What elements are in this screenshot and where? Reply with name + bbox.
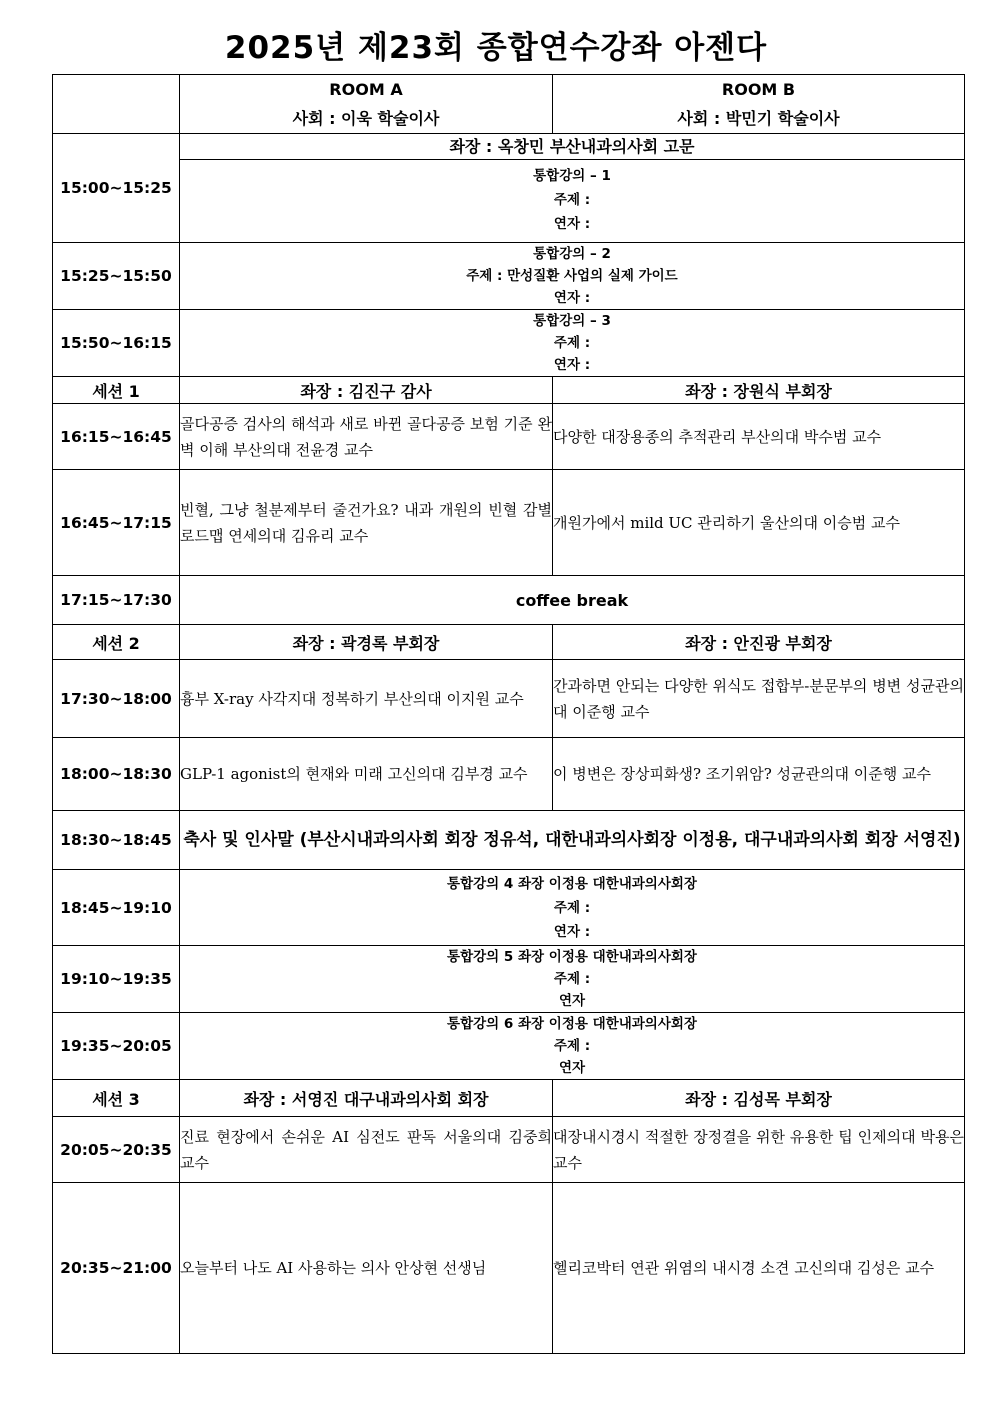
plenary-lecture-6 [180,1013,965,1080]
table-row [53,1183,965,1354]
session-label: 세션 3 [53,1080,180,1117]
session-label: 세션 1 [53,377,180,404]
time-cell: 19:35~20:05 [53,1013,180,1080]
room-b-mc: 사회 : 박민기 학술이사 [677,109,840,128]
plenary-lecture-2 [180,243,965,310]
time-cell: 17:30~18:00 [53,660,180,738]
session-header-row [53,377,965,404]
lecture-title: 통합강의 5 좌장 이정용 대한내과의사회장 [447,949,697,965]
congratulatory-remarks: 축사 및 인사말 (부산시내과의사회 회장 정유석, 대한내과의사회장 이정용, 대구내과의사회 회장 서영진) [180,811,965,870]
table-row [53,738,965,811]
header-blank-cell [53,75,180,134]
talk-room-b: 개원가에서 mild UC 관리하기 울산의대 이승범 교수 [553,470,965,576]
room-a-mc: 사회 : 이욱 학술이사 [292,109,440,128]
table-row [53,870,965,946]
plenary-lecture-5 [180,946,965,1013]
table-row [53,134,965,243]
lecture-speaker: 연자 : [553,357,591,373]
session-label: 세션 2 [53,625,180,660]
talk-room-a: GLP-1 agonist의 현재와 미래 고신의대 김부경 교수 [180,738,553,811]
table-row [53,811,965,870]
time-cell: 18:30~18:45 [53,811,180,870]
room-a-header [180,75,553,134]
session-header-row [53,1080,965,1117]
table-row [53,470,965,576]
room-b-header [553,75,965,134]
lecture-topic: 주제 : [553,192,591,208]
session-chair-b: 좌장 : 안진광 부회장 [553,625,965,660]
plenary-lecture-4 [180,870,965,946]
time-cell: 15:25~15:50 [53,243,180,310]
time-cell: 18:45~19:10 [53,870,180,946]
lecture-speaker: 연자 [558,993,586,1009]
time-cell: 20:35~21:00 [53,1183,180,1354]
lecture-topic: 주제 : [553,899,591,916]
talk-room-a: 흉부 X-ray 사각지대 정복하기 부산의대 이지원 교수 [180,660,553,738]
time-cell: 15:00~15:25 [53,134,180,243]
lecture-title: 통합강의 – 2 [533,246,611,262]
talk-room-a: 진료 현장에서 손쉬운 AI 심전도 판독 서울의대 김중희 교수 [180,1117,553,1183]
lecture-title: 통합강의 4 좌장 이정용 대한내과의사회장 [447,875,697,892]
session-chair-a: 좌장 : 서영진 대구내과의사회 회장 [180,1080,553,1117]
lecture-title: 통합강의 – 1 [533,168,611,184]
room-a-name: ROOM A [329,80,403,99]
time-cell: 18:00~18:30 [53,738,180,811]
time-cell: 17:15~17:30 [53,576,180,625]
room-header-row [53,75,965,134]
room-b-name: ROOM B [721,80,796,99]
table-row [53,404,965,470]
session-chair-a: 좌장 : 김진구 감사 [180,377,553,404]
break-row [53,576,965,625]
talk-room-a: 골다공증 검사의 해석과 새로 바뀐 골다공증 보험 기준 완벽 이해 부산의대 전윤경 교수 [180,404,553,470]
agenda-table [52,74,965,1354]
talk-room-a: 오늘부터 나도 AI 사용하는 의사 안상현 선생님 [180,1183,553,1354]
table-row [53,310,965,377]
time-cell: 16:15~16:45 [53,404,180,470]
plenary-lecture-3 [180,310,965,377]
time-cell: 15:50~16:15 [53,310,180,377]
session-chair-b: 좌장 : 장원식 부회장 [553,377,965,404]
time-cell: 16:45~17:15 [53,470,180,576]
table-row [53,660,965,738]
lecture-speaker: 연자 : [553,290,591,306]
lecture-topic: 주제 : [553,1038,591,1054]
plenary-lecture-1 [180,134,965,243]
coffee-break: coffee break [180,576,965,625]
talk-room-b: 간과하면 안되는 다양한 위식도 접합부-분문부의 병변 성균관의대 이준행 교수 [553,660,965,738]
lecture-speaker: 연자 : [553,216,591,232]
talk-room-b: 다양한 대장용종의 추적관리 부산의대 박수범 교수 [553,404,965,470]
lecture-title: 통합강의 6 좌장 이정용 대한내과의사회장 [447,1016,697,1032]
time-cell: 20:05~20:35 [53,1117,180,1183]
time-cell: 19:10~19:35 [53,946,180,1013]
lecture-topic: 주제 : [553,971,591,987]
talk-room-b: 이 병변은 장상피화생? 조기위암? 성균관의대 이준행 교수 [553,738,965,811]
talk-room-b: 헬리코박터 연관 위염의 내시경 소견 고신의대 김성은 교수 [553,1183,965,1354]
page-title: 2025년 제23회 종합연수강좌 아젠다 [224,30,768,66]
lecture-title: 통합강의 – 3 [533,313,611,329]
lecture-topic: 주제 : [553,335,591,351]
table-row [53,946,965,1013]
table-row [53,243,965,310]
session-chair-a: 좌장 : 곽경록 부회장 [180,625,553,660]
talk-room-a: 빈혈, 그냥 철분제부터 줄건가요? 내과 개원의 빈혈 감별 로드맵 연세의대 김유리 교수 [180,470,553,576]
lecture-topic: 주제 : 만성질환 사업의 실제 가이드 [466,268,678,284]
table-row [53,1117,965,1183]
session-header-row [53,625,965,660]
lecture-speaker: 연자 [558,1060,586,1076]
session-chair-b: 좌장 : 김성목 부회장 [553,1080,965,1117]
talk-room-b: 대장내시경시 적절한 장정결을 위한 유용한 팁 인제의대 박용은 교수 [553,1117,965,1183]
table-row [53,1013,965,1080]
plenary-chair: 좌장 : 옥창민 부산내과의사회 고문 [180,134,964,160]
lecture-speaker: 연자 : [553,923,591,940]
